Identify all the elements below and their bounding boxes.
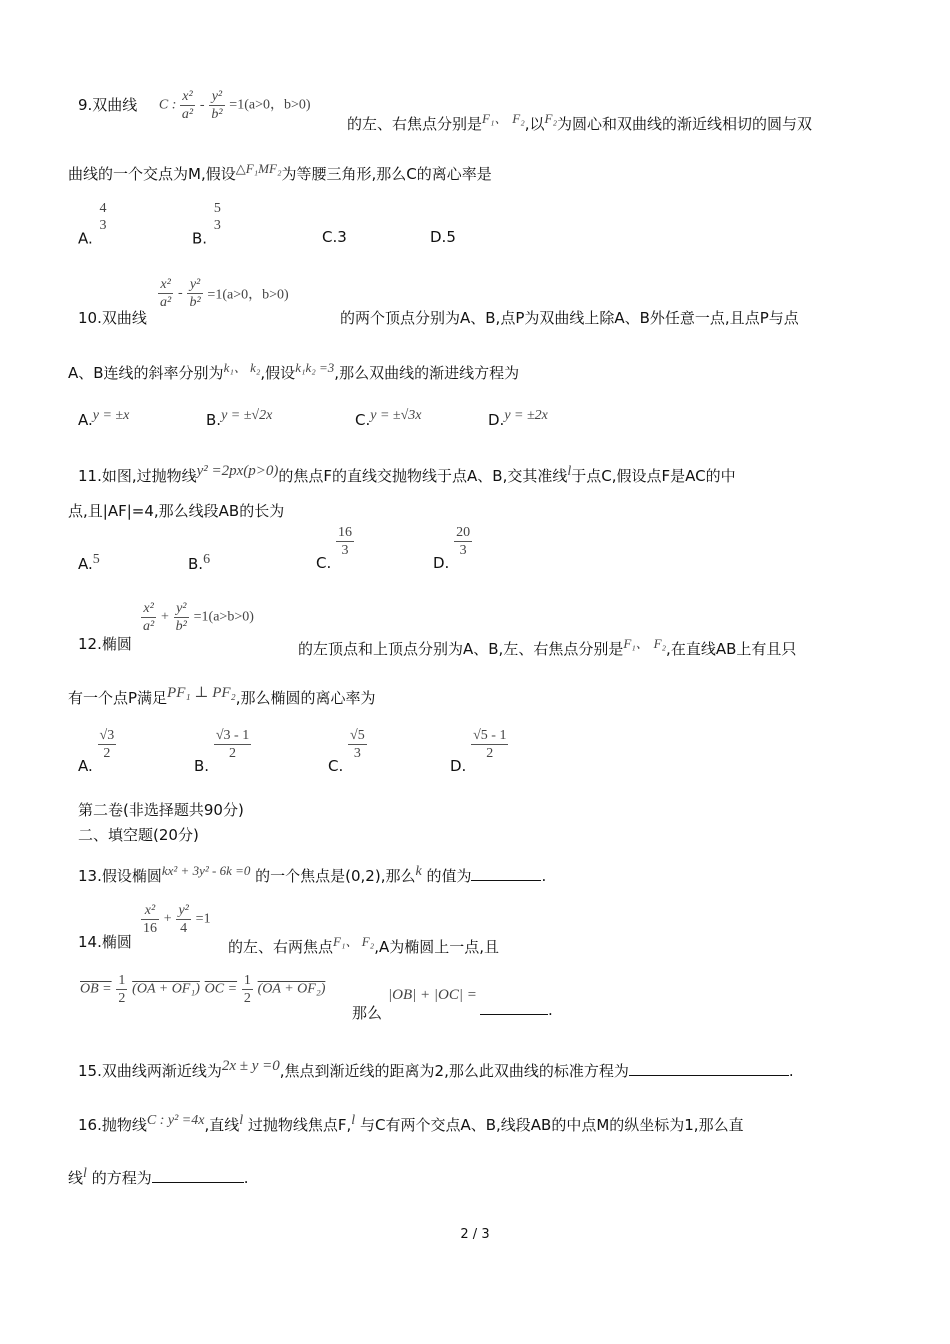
q9-f2: F₂ (512, 111, 525, 126)
q16-text-c: 与C有两个交点A、B,线段AB的中点M的纵坐标为1,那么直 (359, 1116, 744, 1134)
q11-option-d: D. $\frac{20}{3}$ (433, 525, 471, 572)
q16-text-b: 过抛物线焦点F, (247, 1116, 352, 1134)
q12-f1: F₁、 (623, 636, 649, 651)
q10-number: 10.双曲线 (78, 309, 147, 327)
section-part2: 第二卷(非选择题共90分) (78, 801, 244, 819)
q9-f1: F₁、 (482, 111, 508, 126)
q9-text-a: 的左、右焦点分别是 (347, 115, 483, 133)
q12-line1-text (298, 633, 796, 660)
q14-answer-blank[interactable] (480, 1000, 548, 1015)
q14-text-a: 的左、右两焦点 (228, 938, 334, 956)
q9-text-c: 为圆心和双曲线的渐近线相切的圆与双 (556, 115, 812, 133)
q10-text-a: 的两个顶点分别为A、B,点P为双曲线上除A、B外任意一点,且点P与点 (340, 309, 799, 327)
q11-option-a: A.5 (78, 552, 100, 573)
q11-text-a: 的焦点F的直线交抛物线于点A、B,交其准线 (278, 467, 568, 485)
q10-option-d: D.y = ±2x (488, 408, 548, 429)
q12-option-c: C. $\frac{√5}{3}$ (328, 728, 365, 775)
q9-number: 9.双曲线 (78, 96, 138, 114)
q10-option-c: C.y = ±√3x (355, 408, 422, 429)
q9-frac-y: $\frac{\text{y²}}{\text{b²}}$ (211, 89, 223, 122)
q11-l: l (567, 464, 572, 479)
q14-vectors: OB = $\frac{1}{2}$ (OA + OF₁) OC = $\frac{1}{2}$ (OA + OF₂) (80, 973, 326, 1006)
q16-text-a: ,直线 (204, 1116, 240, 1134)
q9-line1: 9.双曲线 C : $\frac{\text{x²}}{\text{a²}}$ - $\frac{\text{y²}}{\text{b²}}$ =1(a>0，b>0) (78, 89, 311, 122)
q9-text-b: ,以 (524, 115, 545, 133)
q11-option-b: B.6 (188, 552, 211, 573)
q15-answer-blank[interactable] (629, 1061, 789, 1076)
q14-vec1b: (OA + OF₁) (132, 981, 200, 997)
q14-vec2b: (OA + OF₂) (257, 981, 326, 997)
q9-text-e: 为等腰三角形,那么C的离心率是 (281, 165, 492, 183)
q12-option-a: A. $\frac{√3}{2}$ (78, 728, 115, 775)
q10-text-c: ,假设 (260, 364, 296, 382)
q9-option-c: C.3 (322, 228, 347, 246)
q13-formula: kx² + 3y² - 6k =0 (161, 863, 251, 878)
q10-formula: $\frac{\text{x²}}{\text{a²}}$ - $\frac{\text{y²}}{\text{b²}}$ =1(a>0，b>0) (160, 277, 289, 310)
q14-vec2: OC = (204, 981, 238, 997)
q14-sum: |OB| + |OC| = (388, 987, 477, 1003)
q9-triangle: △F₁MF₂ (235, 161, 282, 176)
q12-formula-cond: =1(a>b>0) (193, 609, 254, 625)
q13-text-b: 的值为 (426, 867, 472, 885)
q12-number: 12.椭圆 (78, 635, 132, 653)
q12-option-d: D. $\frac{√5 - 1}{2}$ (450, 728, 507, 775)
q14-f: F₁、 F₂ (333, 934, 375, 949)
q12-line1 (78, 633, 884, 658)
q15-text-a: ,焦点到渐近线的距离为2,那么此双曲线的标准方程为 (279, 1062, 629, 1080)
q13-number: 13.假设椭圆 (78, 867, 162, 885)
q11-line1 (78, 460, 884, 487)
q11-formula: y² =2px(p>0) (196, 463, 279, 479)
q14-text-c: 那么 (352, 1004, 383, 1022)
q16-text-d: 线 (68, 1169, 84, 1187)
q9-frac-x: $\frac{\text{x²}}{\text{a²}}$ (181, 89, 194, 122)
q11-option-c: C. $\frac{16}{3}$ (316, 525, 353, 572)
q16-answer-blank[interactable] (152, 1168, 244, 1183)
q10-text-b: A、B连线的斜率分别为 (68, 364, 224, 382)
q12-text-b: ,在直线AB上有且只 (666, 640, 797, 658)
q12-option-b: B. $\frac{√3 - 1}{2}$ (194, 728, 250, 775)
q16-number: 16.抛物线 (78, 1116, 147, 1134)
q14-line1 (78, 931, 884, 956)
q16-line2: 线l 的方程为 . (68, 1166, 249, 1187)
q9-line2 (68, 158, 884, 185)
q12-perp: PF₁ ⊥ PF₂ (167, 685, 236, 701)
q15-number: 15.双曲线两渐近线为 (78, 1062, 222, 1080)
q14-answer: . (480, 1000, 553, 1019)
section-fill: 二、填空题(20分) (78, 826, 199, 844)
q13-answer-blank[interactable] (471, 866, 541, 881)
q15-line: 15.双曲线两渐近线为2x ± y =0,焦点到渐近线的距离为2,那么此双曲线的标准方程为 . (78, 1058, 794, 1080)
q10-line1 (78, 307, 884, 329)
q16-text-e: 的方程为 (91, 1169, 152, 1187)
q12-f2: F₂ (653, 636, 667, 651)
q9-line1-text (347, 108, 884, 135)
q12-text-c: 有一个点P满足 (68, 689, 168, 707)
q12-formula: $\frac{\text{x²}}{\text{a²}}$ + $\frac{\text{y²}}{\text{b²}}$ =1(a>b>0) (143, 601, 254, 634)
q10-option-a: A.y = ±x (78, 408, 130, 429)
q16-line1: 16.抛物线C : y² =4x,直线l 过抛物线焦点F,l 与C有两个交点A、B,线段AB的中点M的纵坐标为1,那么直 (78, 1113, 744, 1134)
q10-k: k₁、 k₂ (223, 360, 261, 375)
q9-option-a: A. 4 3 (78, 201, 107, 248)
q9-f2b: F₂ (544, 111, 557, 126)
q13-text-a: 的一个焦点是(0,2),那么 (255, 867, 416, 885)
page-number: 2 / 3 (460, 1227, 490, 1242)
q14-line1-text (228, 931, 499, 958)
q10-text-d: ,那么双曲线的渐进线方程为 (334, 364, 520, 382)
q12-line2 (68, 682, 884, 709)
q15-formula: 2x ± y =0 (221, 1058, 280, 1074)
q11-number: 11.如图,过抛物线 (78, 467, 197, 485)
q10-line2 (68, 357, 884, 384)
q12-text-d: ,那么椭圆的离心率为 (235, 689, 376, 707)
q11-line2: 点,且|AF|=4,那么线段AB的长为 (68, 502, 285, 520)
q14-formula-rhs: =1 (195, 911, 211, 927)
q12-text-a: 的左顶点和上顶点分别为A、B,左、右焦点分别是 (298, 640, 624, 658)
q9-option-d: D.5 (430, 228, 456, 246)
q9-formula-lhs: C : (158, 97, 180, 113)
q9-text-d: 曲线的一个交点为M,假设 (68, 165, 236, 183)
q10-formula-cond: =1(a>0，b>0) (207, 287, 289, 303)
q10-kk: k₁k₂ =3 (295, 360, 335, 375)
q9-formula-cond: =1(a>0，b>0) (229, 97, 311, 113)
q14-text-b: ,A为椭圆上一点,且 (374, 938, 499, 956)
q16-formula: C : y² =4x (146, 1113, 205, 1128)
q9-option-b: B. 5 3 (192, 201, 221, 248)
q14-vec1: OB = (80, 981, 112, 997)
q14-formula: $\frac{\text{x²}}{16}$ + $\frac{\text{y²}}{4}$ =1 (143, 903, 211, 936)
q13-line: 13.假设椭圆kx² + 3y² - 6k =0 的一个焦点是(0,2),那么k 的值为 . (78, 863, 547, 885)
q10-option-b: B.y = ±√2x (206, 408, 273, 429)
q11-text-b: 于点C,假设点F是AC的中 (571, 467, 736, 485)
q13-k: k (415, 864, 422, 879)
q14-number: 14.椭圆 (78, 933, 132, 951)
